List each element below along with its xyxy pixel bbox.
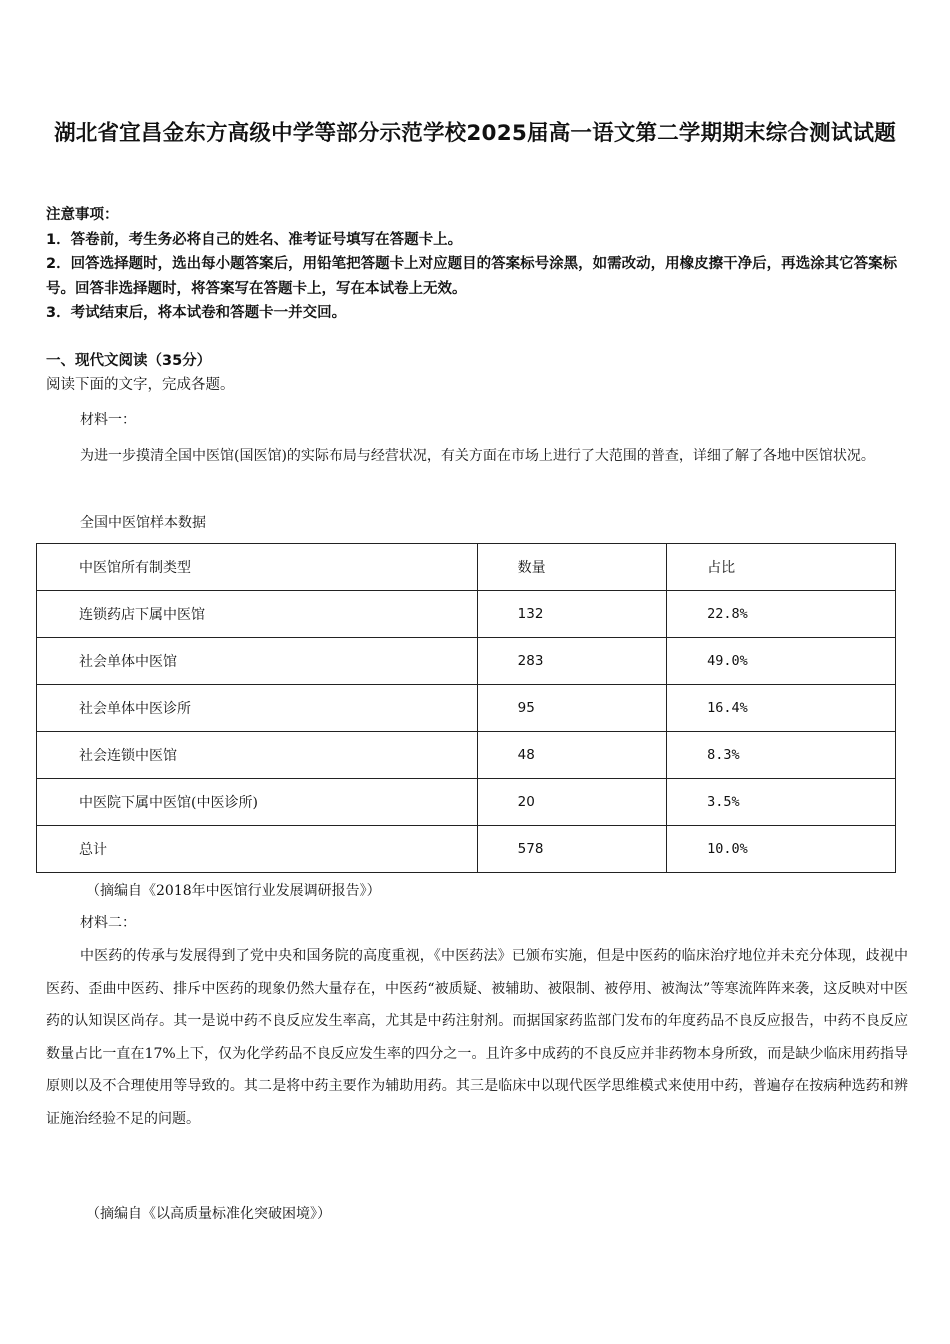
table-cell: 10.0%	[667, 826, 896, 873]
table-cell: 48	[477, 732, 667, 779]
table-row	[37, 638, 896, 685]
section-heading: 一、现代文阅读（35分）	[46, 353, 212, 369]
table-caption: 全国中医馆样本数据	[80, 515, 206, 531]
table-cell: 社会连锁中医馆	[37, 732, 478, 779]
table-header-cell: 中医馆所有制类型	[37, 544, 478, 591]
table-row	[37, 779, 896, 826]
source-citation: （摘编自《2018年中医馆行业发展调研报告》）	[86, 883, 381, 899]
table-cell: 3.5%	[667, 779, 896, 826]
notice-item: 1．答卷前，考生务必将自己的姓名、准考证号填写在答题卡上。	[46, 231, 463, 248]
table-cell: 20	[477, 779, 667, 826]
table-cell: 中医院下属中医馆(中医诊所)	[37, 779, 478, 826]
table-row	[37, 591, 896, 638]
notice-heading: 注意事项：	[46, 207, 119, 223]
table-cell: 132	[477, 591, 667, 638]
page-title: 湖北省宜昌金东方高级中学等部分示范学校2025届高一语文第二学期期末综合测试试题	[54, 121, 896, 146]
table-cell: 总计	[37, 826, 478, 873]
source-citation: （摘编自《以高质量标准化突破困境》）	[86, 1206, 331, 1222]
material-paragraph: 为进一步摸清全国中医馆(国医馆)的实际布局与经营状况，有关方面在市场上进行了大范围的普查，详细了解了各地中医馆状况。	[80, 448, 875, 464]
table-header-cell: 占比	[667, 544, 896, 591]
material-label: 材料一：	[80, 412, 136, 428]
table-cell: 社会单体中医馆	[37, 638, 478, 685]
material-label: 材料二：	[80, 915, 136, 931]
table-cell: 16.4%	[667, 685, 896, 732]
material-paragraph: 中医药的传承与发展得到了党中央和国务院的高度重视，《中医药法》已颁布实施，但是中医药的临床治疗地位并未充分体现，歧视中医药、歪曲中医药、排斥中医药的现象仍然大量存在，中医药“被质疑、被辅助、被限制、被停用、被淘汰”等寒流阵阵来袭，这反映对中医药的认知误区尚存。其一是说中药不良反应发生率高，尤其是中药注射剂。而据国家药监部门发布的年度药品不良反应报告，中药不良反应数量占比一直在17%上下，仅为化学药品不良反应发生率的四分之一。且许多中成药的不良反应并非药物本身所致，而是缺少临床用药指导原则以及不合理使用等导致的。其二是将中药主要作为辅助用药。其三是临床中以现代医学思维模式来使用中药，普遍存在按病种选药和辨证施治经验不足的问题。	[46, 948, 908, 1127]
table-cell: 连锁药店下属中医馆	[37, 591, 478, 638]
table-cell: 95	[477, 685, 667, 732]
table-cell: 22.8%	[667, 591, 896, 638]
table-cell: 49.0%	[667, 638, 896, 685]
notice-item: 2．回答选择题时，选出每小题答案后，用铅笔把答题卡上对应题目的答案标号涂黑，如需改动，用橡皮擦干净后，再选涂其它答案标号。回答非选择题时，将答案写在答题卡上，写在本试卷上无效。	[46, 256, 898, 297]
table-cell: 578	[477, 826, 667, 873]
section-instruction: 阅读下面的文字，完成各题。	[46, 377, 235, 393]
table-cell: 283	[477, 638, 667, 685]
table-cell: 8.3%	[667, 732, 896, 779]
table-header-cell: 数量	[477, 544, 667, 591]
notice-item: 3．考试结束后，将本试卷和答题卡一并交回。	[46, 305, 347, 321]
data-table	[36, 543, 896, 873]
table-row	[37, 826, 896, 873]
notice-section	[46, 203, 916, 326]
table-header-row	[37, 544, 896, 591]
table-row	[37, 732, 896, 779]
table-row	[37, 685, 896, 732]
table-cell: 社会单体中医诊所	[37, 685, 478, 732]
